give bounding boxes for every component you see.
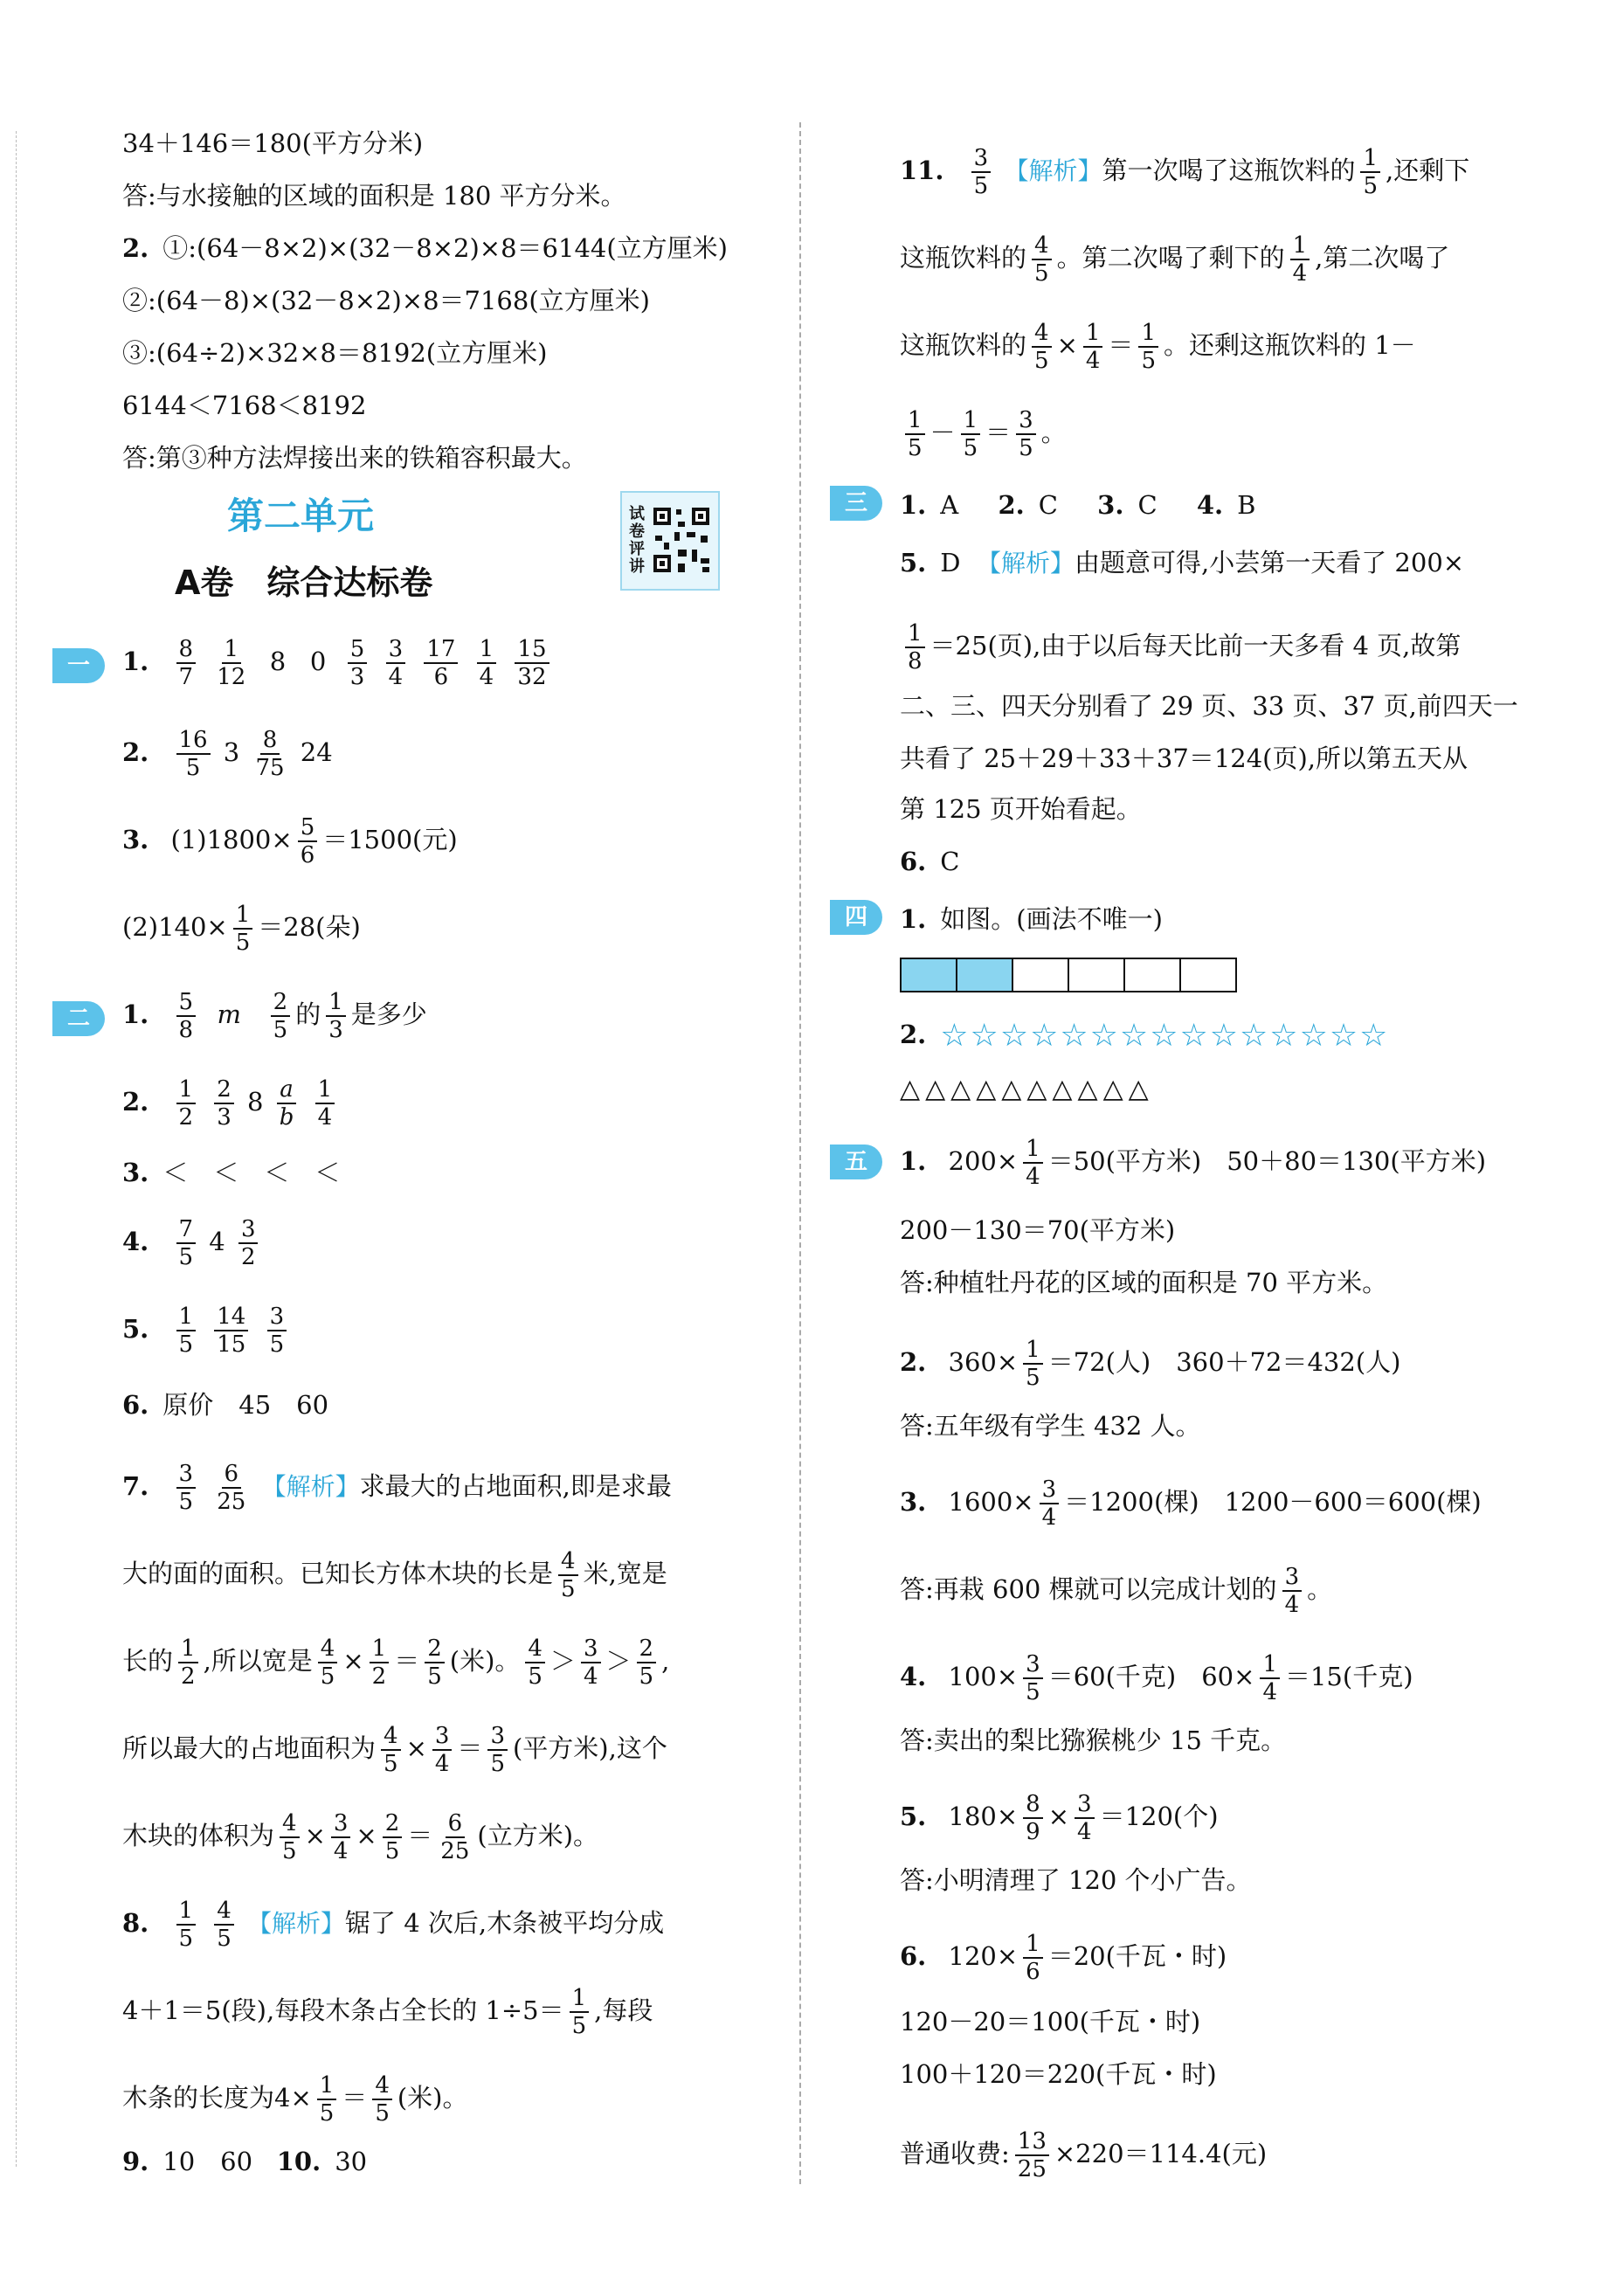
answer-line: 这瓶饮料的 $\frac{4}{5}$ 。第二次喝了剩下的 $\frac{1}{4}$ ,第二次喝了 bbox=[900, 232, 1450, 287]
answer-line: 长的 $\frac{1}{2}$ ,所以宽是 $\frac{4}{5}$ × $\frac{1}{2}$ ＝ $\frac{2}{5}$ (米)。 $\frac{4}{5}$ ＞ $\frac{3}{4}$ ＞ $\frac{2}{5}$ , bbox=[122, 1635, 670, 1690]
section-tab-4: 四 bbox=[830, 900, 882, 935]
section-tab-1: 一 bbox=[52, 648, 105, 683]
answer-line: 120－20＝100(千瓦・时) bbox=[900, 2007, 1201, 2037]
answer-line: 共看了 25＋29＋33＋37＝124(页),所以第五天从 bbox=[900, 743, 1469, 773]
answer-line: 6. 120× $\frac{1}{6}$ ＝20(千瓦・时) bbox=[900, 1931, 1227, 1985]
section-tab-5: 五 bbox=[830, 1144, 882, 1179]
answer-line: 木条的长度为4× $\frac{1}{5}$ ＝ $\frac{4}{5}$ (米)。 bbox=[122, 2072, 468, 2126]
qr-code-box[interactable] bbox=[620, 491, 720, 591]
text-line: 答:第③种方法焊接出来的铁箱容积最大。 bbox=[122, 443, 587, 473]
answer-line: 6. 原价 45 60 bbox=[122, 1390, 329, 1420]
answer-line: (2)140× $\frac{1}{5}$ ＝28(朵) bbox=[122, 902, 361, 956]
answer-line: 7. $\frac{3}{5}$ $\frac{6}{25}$ 【解析】求最大的占地面积,即是求最 bbox=[122, 1461, 672, 1515]
page-edge-line bbox=[16, 131, 17, 2167]
answer-line: 4＋1＝5(段),每段木条占全长的 1÷5＝ $\frac{1}{5}$ ,每段 bbox=[122, 1985, 653, 2039]
answer-line: 3. (1)1800× $\frac{5}{6}$ ＝1500(元) bbox=[122, 814, 458, 868]
answer-line: 4. $\frac{7}{5}$ 4 $\frac{3}{2}$ bbox=[122, 1216, 263, 1270]
triangle-row: △△△△△△△△△△ bbox=[900, 1074, 1154, 1104]
answer-line: 答:种植牡丹花的区域的面积是 70 平方米。 bbox=[900, 1268, 1388, 1297]
answer-line: 11. $\frac{3}{5}$ 【解析】第一次喝了这瓶饮料的 $\frac{1}{5}$ ,还剩下 bbox=[900, 145, 1470, 199]
answer-line: 200－130＝70(平方米) bbox=[900, 1215, 1176, 1245]
text-line: ②:(64－8)×(32－8×2)×8＝7168(立方厘米) bbox=[122, 286, 650, 315]
star-row: ☆☆☆☆☆☆☆☆☆☆☆☆☆☆☆ bbox=[940, 1018, 1390, 1054]
answer-line: 普通收费: $\frac{13}{25}$ ×220＝114.4(元) bbox=[900, 2128, 1268, 2182]
answer-line: 9. 10 60 10. 30 bbox=[122, 2147, 368, 2176]
answer-line: 5. $\frac{1}{5}$ $\frac{14}{15}$ $\frac{3}{5}$ bbox=[122, 1304, 292, 1358]
answer-line: 二、三、四天分别看了 29 页、33 页、37 页,前四天一 bbox=[900, 691, 1518, 721]
answer-line: 答:五年级有学生 432 人。 bbox=[900, 1411, 1201, 1441]
section-tab-2: 二 bbox=[52, 1001, 105, 1036]
answer-line: 2. $\frac{1}{2}$ $\frac{2}{3}$ 8 $\frac{a}{b}$ $\frac{1}{4}$ bbox=[122, 1076, 340, 1131]
answer-line: 5. 180× $\frac{8}{9}$ × $\frac{3}{4}$ ＝120(个) bbox=[900, 1791, 1219, 1845]
column-divider bbox=[799, 122, 801, 2184]
answer-line: 1. 如图。(画法不唯一) bbox=[900, 904, 1163, 934]
answer-line: $\frac{1}{8}$ ＝25(页),由于以后每天比前一天多看 4 页,故第 bbox=[900, 620, 1461, 674]
answer-line: 答:再栽 600 棵就可以完成计划的 $\frac{3}{4}$ 。 bbox=[900, 1564, 1333, 1618]
text-line: 34＋146＝180(平方分米) bbox=[122, 128, 424, 158]
answer-line: $\frac{1}{5}$ － $\frac{1}{5}$ ＝ $\frac{3}{5}$ 。 bbox=[900, 407, 1067, 461]
answer-line: 答:卖出的梨比猕猴桃少 15 千克。 bbox=[900, 1725, 1287, 1755]
answer-line: 2. $\frac{16}{5}$ 3 $\frac{8}{75}$ 24 bbox=[122, 727, 333, 781]
qr-code-icon bbox=[652, 506, 713, 576]
section-tab-3: 三 bbox=[830, 486, 882, 521]
text-line: 2. ①:(64－8×2)×(32－8×2)×8＝6144(立方厘米) bbox=[122, 233, 728, 263]
answer-line: 大的面的面积。已知长方体木块的长是 $\frac{4}{5}$ 米,宽是 bbox=[122, 1548, 667, 1602]
answer-line: 1. $\frac{8}{7}$ $\frac{1}{12}$ 8 0 $\frac{5}{3}$ $\frac{3}{4}$ $\frac{17}{6}$ $\frac{1}{4}$ $\frac{15}{32}$ bbox=[122, 636, 555, 690]
text-line: 答:与水接触的区域的面积是 180 平方分米。 bbox=[122, 181, 626, 211]
answer-line: 2. 360× $\frac{1}{5}$ ＝72(人) 360＋72＝432(人) bbox=[900, 1337, 1401, 1391]
answer-line: 6. C bbox=[900, 847, 960, 876]
text-line: ③:(64÷2)×32×8＝8192(立方厘米) bbox=[122, 338, 548, 368]
fraction-grid bbox=[900, 958, 1237, 992]
unit-title: 第二单元 bbox=[227, 494, 375, 537]
answer-line: 1. 200× $\frac{1}{4}$ ＝50(平方米) 50＋80＝130(平方米) bbox=[900, 1136, 1487, 1190]
qr-label: 试 卷 评 讲 bbox=[629, 505, 645, 576]
answer-line: 2. ☆☆☆☆☆☆☆☆☆☆☆☆☆☆☆ bbox=[900, 1018, 1390, 1054]
answer-line: 4. 100× $\frac{3}{5}$ ＝60(千克) 60× $\frac{1}{4}$ ＝15(千克) bbox=[900, 1651, 1413, 1705]
sub-title: A卷 综合达标卷 bbox=[175, 564, 433, 602]
answer-line: 8. $\frac{1}{5}$ $\frac{4}{5}$ 【解析】锯了 4 次后,木条被平均分成 bbox=[122, 1898, 665, 1952]
answer-line: 答:小明清理了 120 个小广告。 bbox=[900, 1865, 1252, 1895]
answer-line: 所以最大的占地面积为 $\frac{4}{5}$ × $\frac{3}{4}$ ＝ $\frac{3}{5}$ (平方米),这个 bbox=[122, 1723, 667, 1777]
answer-line: 木块的体积为 $\frac{4}{5}$ × $\frac{3}{4}$ × $\frac{2}{5}$ ＝ $\frac{6}{25}$ (立方米)。 bbox=[122, 1810, 599, 1864]
answer-line: 第 125 页开始看起。 bbox=[900, 794, 1142, 824]
answer-line: 1. $\frac{5}{8}$ m $\frac{2}{5}$ 的 $\frac{1}{3}$ 是多少 bbox=[122, 989, 427, 1043]
text-line: 6144＜7168＜8192 bbox=[122, 391, 367, 420]
answer-line: 3. ＜ ＜ ＜ ＜ bbox=[122, 1158, 341, 1187]
answer-line: 1. A 2. C 3. C 4. B bbox=[900, 490, 1256, 520]
answer-line: 3. 1600× $\frac{3}{4}$ ＝1200(棵) 1200－600＝600(棵) bbox=[900, 1476, 1482, 1531]
answer-line: 5. D 【解析】由题意可得,小芸第一天看了 200× bbox=[900, 548, 1465, 577]
answer-line: 100＋120＝220(千瓦・时) bbox=[900, 2059, 1217, 2089]
answer-line: 这瓶饮料的 $\frac{4}{5}$ × $\frac{1}{4}$ ＝ $\frac{1}{5}$ 。还剩这瓶饮料的 1－ bbox=[900, 320, 1416, 374]
